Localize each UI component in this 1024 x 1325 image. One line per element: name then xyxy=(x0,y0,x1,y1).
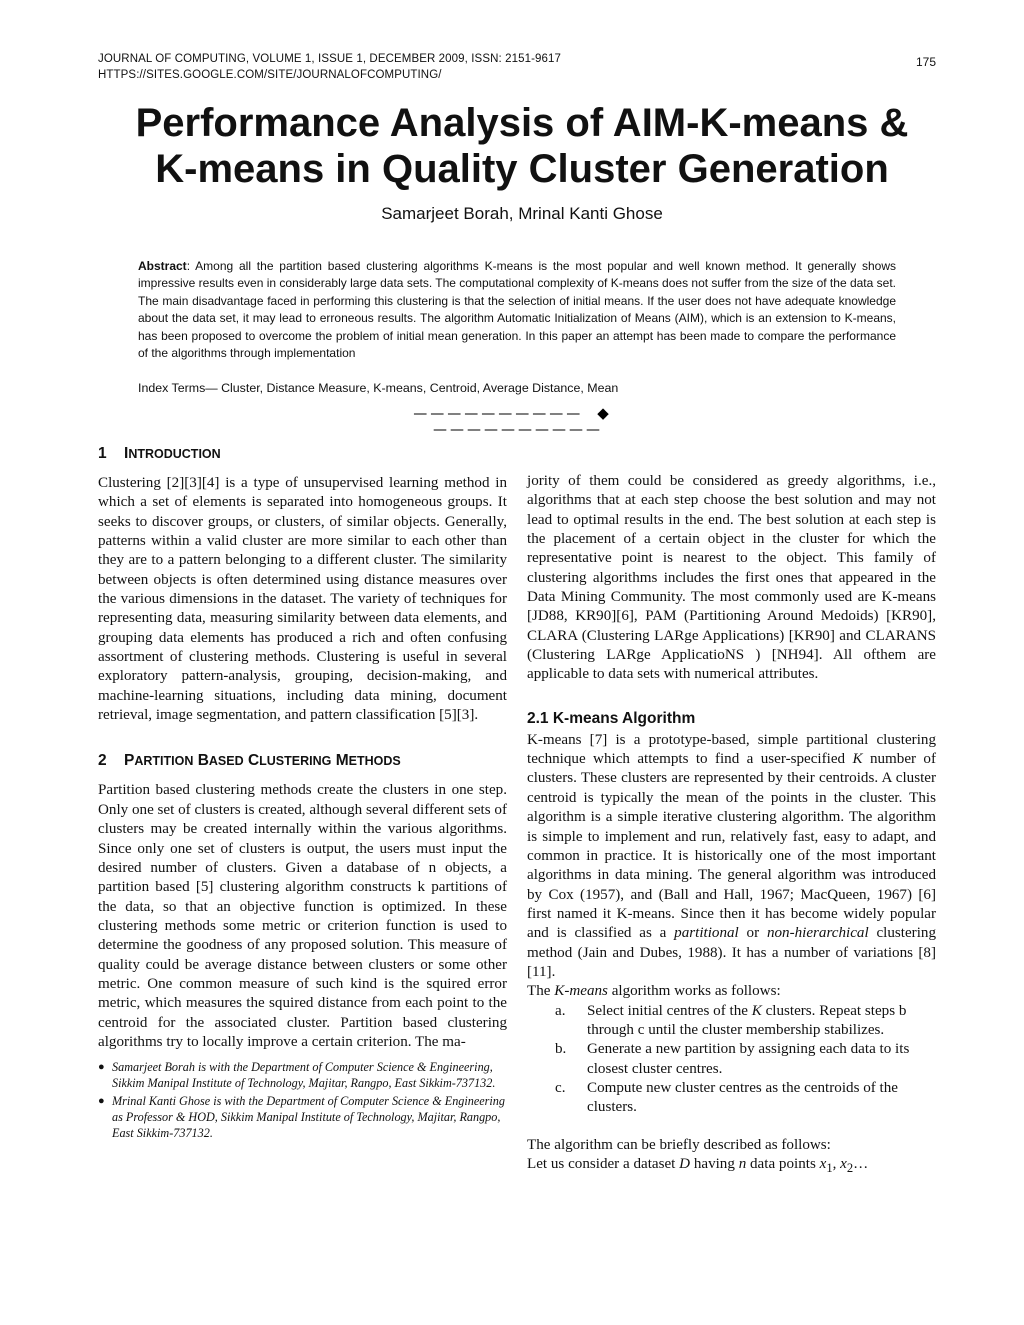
text-run: Generate a new partition by assigning each data to its closest cluster centres. xyxy=(587,1041,910,1077)
journal-header xyxy=(98,51,561,83)
heading-initial: M xyxy=(335,752,349,770)
abstract-text: : Among all the partition based clustering algorithms K-means is the most popular and well known method. It generally shows impressive results even in considerably large data sets. The computational complexity of K-means does not suffer from the size of the data set. The main disadvantage faced in performing this clustering is that the selection of initial means. If the user does not have adequate knowledge about the data set, it may lead to erroneous results. The algorithm Automatic Initialization of Means (AIM), which is an extension to K-means, has been proposed to overcome the problem of initial mean generation. In this paper an attempt has been made to compare the performance of the algorithms through implementation xyxy=(138,259,896,361)
step-marker: c. xyxy=(555,1079,566,1096)
italic-run: D xyxy=(679,1156,691,1172)
text-run: data points xyxy=(746,1156,820,1172)
italic-run: K xyxy=(852,751,863,768)
divider-left: —————————— xyxy=(413,406,584,422)
italic-run: x xyxy=(819,1156,827,1172)
subscript: 2 xyxy=(846,1161,854,1176)
paper-title xyxy=(60,100,984,192)
subsection-heading-kmeans: 2.1 K-means Algorithm xyxy=(527,709,696,727)
authors: Samarjeet Borah, Mrinal Kanti Ghose xyxy=(381,204,663,223)
heading-initial: P xyxy=(124,752,135,770)
left-column xyxy=(98,444,507,1144)
subscript: 1 xyxy=(826,1161,833,1176)
text-run: , xyxy=(832,1156,841,1172)
italic-run: x xyxy=(840,1156,847,1172)
bullet-icon: ● xyxy=(98,1095,105,1108)
page-number: 175 xyxy=(915,55,936,69)
section-heading-partition xyxy=(98,751,507,771)
text-run: or xyxy=(738,925,767,942)
abstract xyxy=(138,258,896,362)
right-column xyxy=(527,472,936,1178)
text-run: K-means [7] is a prototype-based, simple partitional clustering technique which attempts to find a user-specified xyxy=(527,731,936,768)
introduction-paragraph: Clustering [2][3][4] is a type of unsupervised learning method in which a set of elements is separated into homogeneous groups. It seeks to discover groups, or clusters, of similar objects. Generally, patterns within a valid cluster are more similar to each other than they are to a pattern belonging to a different cluster. The similarity between objects is often determined using distance measures over the various dimensions in the dataset. The variety of techniques for representing data, measuring similarity between data elements, and grouping data elements has produced a rich and often confusing assortment of clustering methods. Clustering is useful in several exploratory pattern-analysis, grouping, decision-making, and machine-learning situations, including data mining, document retrieval, image segmentation, and pattern classification [5][3]. xyxy=(98,475,507,724)
heading-rest: ASED xyxy=(208,754,244,769)
divider-right: —————————— xyxy=(433,422,603,438)
section-heading-introduction xyxy=(98,444,507,464)
text-run: Compute new cluster centres as the centroids of the clusters. xyxy=(587,1079,898,1116)
index-terms: Index Terms— Cluster, Distance Measure, K-means, Centroid, Average Distance, Mean xyxy=(138,381,619,395)
footnote-text: Mrinal Kanti Ghose is with the Department of Computer Science & Engineering as Professor & HOD, Sikkim Manipal Institute of Technology, Majitar, Rangpo, East Sikkim-737132. xyxy=(112,1094,505,1140)
text-run: algorithm works as follows: xyxy=(607,983,781,1000)
algorithm-step xyxy=(527,1079,936,1118)
step-marker: b. xyxy=(555,1041,567,1058)
section-number: 1 xyxy=(98,445,107,462)
text-run: number of clusters. These clusters are represented by their centroids. A cluster centroid is typically the mean of the points in the cluster. This algorithm is a simple iterative clustering algorithm. The algorithm is simple to implement and run, relatively fast, easy to adapt, and common in practice. It is historically one of the most important algorithms in data mining. The general algorithm was introduced by Cox (1957), and (Ball and Hall, 1967; MacQueen, 1967) [6] first named it K-means. Since then it has become widely popular and is classified as a xyxy=(527,751,937,942)
footnote-item xyxy=(98,1094,507,1141)
heading-initial: I xyxy=(124,445,129,462)
algorithm-step xyxy=(527,1002,936,1041)
section-number: 2 xyxy=(98,752,107,770)
heading-rest: NTRODUCTION xyxy=(128,447,221,461)
heading-initial: C xyxy=(247,752,260,770)
text-run: Select initial centres of the xyxy=(587,1002,752,1019)
algorithm-steps xyxy=(527,1002,936,1118)
abstract-label: Abstract xyxy=(138,259,187,273)
footnote-item xyxy=(98,1060,507,1091)
italic-run: partitional xyxy=(674,925,739,942)
text-run: clusters. Repeat steps b through c until the cluster membership stabilizes. xyxy=(587,1002,907,1038)
title-line-1: Performance Analysis of AIM-K-means & xyxy=(135,101,909,145)
text-run: The xyxy=(527,983,555,1000)
text-run: clustering method (Jain and Dubes, 1988). It has a number of variations [8][11]. xyxy=(527,925,936,980)
heading-rest: LUSTERING xyxy=(259,754,332,769)
dataset-definition xyxy=(527,1155,936,1178)
italic-run: K-means xyxy=(554,983,608,1000)
text-run: … xyxy=(853,1156,869,1172)
author-footnotes xyxy=(98,1060,507,1141)
diamond-icon: ◆ xyxy=(597,404,609,422)
italic-run: n xyxy=(738,1156,747,1172)
journal-url: HTTPS://SITES.GOOGLE.COM/SITE/JOURNALOFCOMPUTING/ xyxy=(98,69,442,81)
partition-paragraph-continued: jority of them could be considered as greedy algorithms, i.e., algorithms that at each step choose the best solution and may not lead to optimal results in the end. The best solution at each step is the placement of a certain object in the cluster for which the representative point is nearest to the object. This family of clustering algorithms includes the first ones that appeared in the Data Mining Community. The most commonly used are K-means [JD88, KR90][6], PAM (Partitioning Around Medoids) [KR90], CLARA (Clustering LARge Applications) [KR90] and CLARANS (Clustering LARge ApplicatioNS ) [NH94]. All ofthem are applicable to data sets with numerical attributes. xyxy=(527,473,936,683)
algorithm-step xyxy=(527,1040,936,1079)
text-run: Let us consider a dataset xyxy=(527,1156,680,1172)
text-run: having xyxy=(690,1156,739,1172)
step-marker: a. xyxy=(555,1002,566,1019)
kmeans-paragraph xyxy=(527,731,936,982)
kmeans-works-intro xyxy=(527,982,936,1001)
partition-paragraph: Partition based clustering methods create the clusters in one step. Only one set of clusters is created, although several different sets of clusters may be created internally within the various algorithms. Since only one set of clusters is output, the users must input the desired number of clusters. Given a database of n objects, a partition based [5] clustering algorithm constructs k partitions of the data, so that an objective function is optimized. In these clustering methods some metric or criterion function is used to determine the goodness of any proposed solution. This measure of quality could be average distance between clusters or some other metric. One common measure of such kind is the squired error metric, which measures the squired distance from each point to the centroid for the associated cluster. Partition based clustering algorithms try to locally improve a certain criterion. The ma- xyxy=(98,782,507,1050)
footnote-text: Samarjeet Borah is with the Department of Computer Science & Engineering, Sikkim Manipal Institute of Technology, Majitar, Rangpo, East Sikkim-737132. xyxy=(112,1060,496,1090)
heading-rest: ETHODS xyxy=(348,754,401,769)
italic-run: K xyxy=(751,1002,762,1019)
section-divider xyxy=(338,404,698,438)
italic-run: non-hierarchical xyxy=(766,925,869,942)
title-line-2: K-means in Quality Cluster Generation xyxy=(155,147,889,191)
heading-rest: ARTITION xyxy=(134,754,194,769)
journal-citation: JOURNAL OF COMPUTING, VOLUME 1, ISSUE 1, DECEMBER 2009, ISSN: 2151-9617 xyxy=(98,53,561,65)
algorithm-brief: The algorithm can be briefly described as follows: xyxy=(527,1136,831,1153)
bullet-icon: ● xyxy=(98,1061,105,1074)
heading-initial: B xyxy=(197,752,209,770)
